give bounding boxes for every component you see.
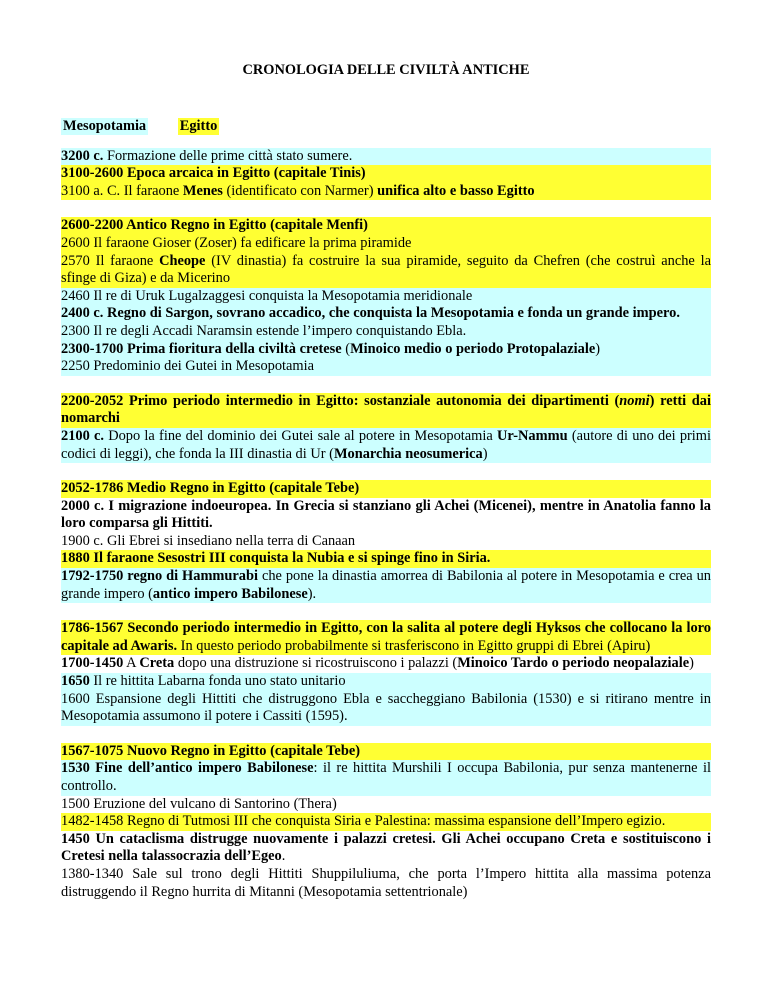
legend-egitto: Egitto — [179, 117, 218, 134]
entry-2400: 2400 c. Regno di Sargon, sovrano accadico, che conquista la Mesopotamia e fonda un grande impero. — [61, 305, 711, 323]
legend-mesopotamia: Mesopotamia — [63, 117, 147, 134]
page-title: CRONOLOGIA DELLE CIVILTÀ ANTICHE — [242, 62, 530, 78]
entry-2100: 2100 c. Dopo la fine del dominio dei Gutei sale al potere in Mesopotamia Ur-Nammu (autore di uno dei primi codici di leggi), che fonda la III dinastia di Ur (Monarchia neosumerica) — [61, 427, 711, 462]
section-2052-1786 — [61, 480, 711, 603]
entry-1900: 1900 c. Gli Ebrei si insediano nella terra di Canaan — [61, 532, 356, 549]
entry-2600: 2600 Il faraone Gioser (Zoser) fa edificare la prima piramide — [61, 235, 711, 253]
section-1567-1075 — [61, 743, 711, 901]
entry-2300-1700: 2300-1700 Prima fioritura della civiltà cretese (Minoico medio o periodo Protopalaziale) — [61, 341, 711, 359]
entry-2052-1786: 2052-1786 Medio Regno in Egitto (capitale Tebe) — [61, 480, 711, 498]
entry-2460: 2460 Il re di Uruk Lugalzaggesi conquista la Mesopotamia meridionale — [61, 288, 711, 306]
legend — [61, 118, 711, 136]
entry-3100: 3100 a. C. Il faraone Menes (identificato con Narmer) unifica alto e basso Egitto — [61, 183, 711, 201]
section-3200-2600 — [61, 148, 711, 201]
section-1786-1567 — [61, 620, 711, 726]
entry-1786-1567: 1786-1567 Secondo periodo intermedio in Egitto, con la salita al potere degli Hyksos che collocano la loro capitale ad Awaris. In questo periodo probabilmente si trasferiscono in Egitto gruppi di Ebrei (Apiru) — [61, 620, 711, 654]
entry-1530: 1530 Fine dell’antico impero Babilonese: il re hittita Murshili I occupa Babilonia, pur senza mantenerne il controllo. — [61, 760, 711, 794]
section-2600-2200 — [61, 217, 711, 375]
document-page — [61, 62, 711, 918]
entry-2600-2200: 2600-2200 Antico Regno in Egitto (capitale Menfi) — [61, 217, 711, 235]
entry-1700-1450: 1700-1450 A Creta dopo una distruzione si ricostruiscono i palazzi (Minoico Tardo o periodo neopalaziale) — [61, 655, 694, 672]
entry-2000: 2000 c. I migrazione indoeuropea. In Grecia si stanziano gli Achei (Micenei), mentre in Anatolia fanno la loro comparsa gli Hittiti. — [61, 497, 711, 532]
entry-1567-1075: 1567-1075 Nuovo Regno in Egitto (capitale Tebe) — [61, 743, 711, 761]
entry-2200-2052: 2200-2052 Primo periodo intermedio in Egitto: sostanziale autonomia dei dipartimenti (nomi) retti dai nomarchi — [61, 392, 711, 427]
entry-1650: 1650 Il re hittita Labarna fonda uno stato unitario — [61, 673, 711, 691]
entry-1380-1340: 1380-1340 Sale sul trono degli Hittiti Shuppiluliuma, che porta l’Impero hittita alla massima potenza distruggendo il Regno hurrita di Mitanni (Mesopotamia settentrionale) — [61, 865, 711, 900]
section-2200-2052 — [61, 393, 711, 463]
entry-2300: 2300 Il re degli Accadi Naramsin estende l’impero conquistando Ebla. — [61, 323, 711, 341]
entry-1880: 1880 Il faraone Sesostri III conquista la Nubia e si spinge fino in Siria. — [61, 550, 711, 568]
entry-2250: 2250 Predominio dei Gutei in Mesopotamia — [61, 358, 711, 376]
entry-1500: 1500 Eruzione del vulcano di Santorino (Thera) — [61, 795, 337, 812]
entry-1792-1750: 1792-1750 regno di Hammurabi che pone la dinastia amorrea di Babilonia al potere in Mesopotamia e crea un grande impero (antico impero Babilonese). — [61, 568, 711, 602]
entry-3200: 3200 c. Formazione delle prime città stato sumere. — [61, 148, 711, 166]
entry-1450: 1450 Un cataclisma distrugge nuovamente i palazzi cretesi. Gli Achei occupano Creta e sostituiscono i Cretesi nella talassocrazia dell’Egeo. — [61, 830, 711, 865]
entry-1600: 1600 Espansione degli Hittiti che distruggono Ebla e saccheggiano Babilonia (1530) e si ritirano mentre in Mesopotamia assumono il potere i Cassiti (1595). — [61, 690, 711, 725]
entry-2570: 2570 Il faraone Cheope (IV dinastia) fa costruire la sua piramide, seguito da Chefren (che costruì anche la sfinge di Giza) e da Micerino — [61, 252, 711, 287]
entry-3100-2600: 3100-2600 Epoca arcaica in Egitto (capitale Tinis) — [61, 165, 711, 183]
entry-1482-1458: 1482-1458 Regno di Tutmosi III che conquista Siria e Palestina: massima espansione dell’Impero egizio. — [61, 813, 711, 831]
